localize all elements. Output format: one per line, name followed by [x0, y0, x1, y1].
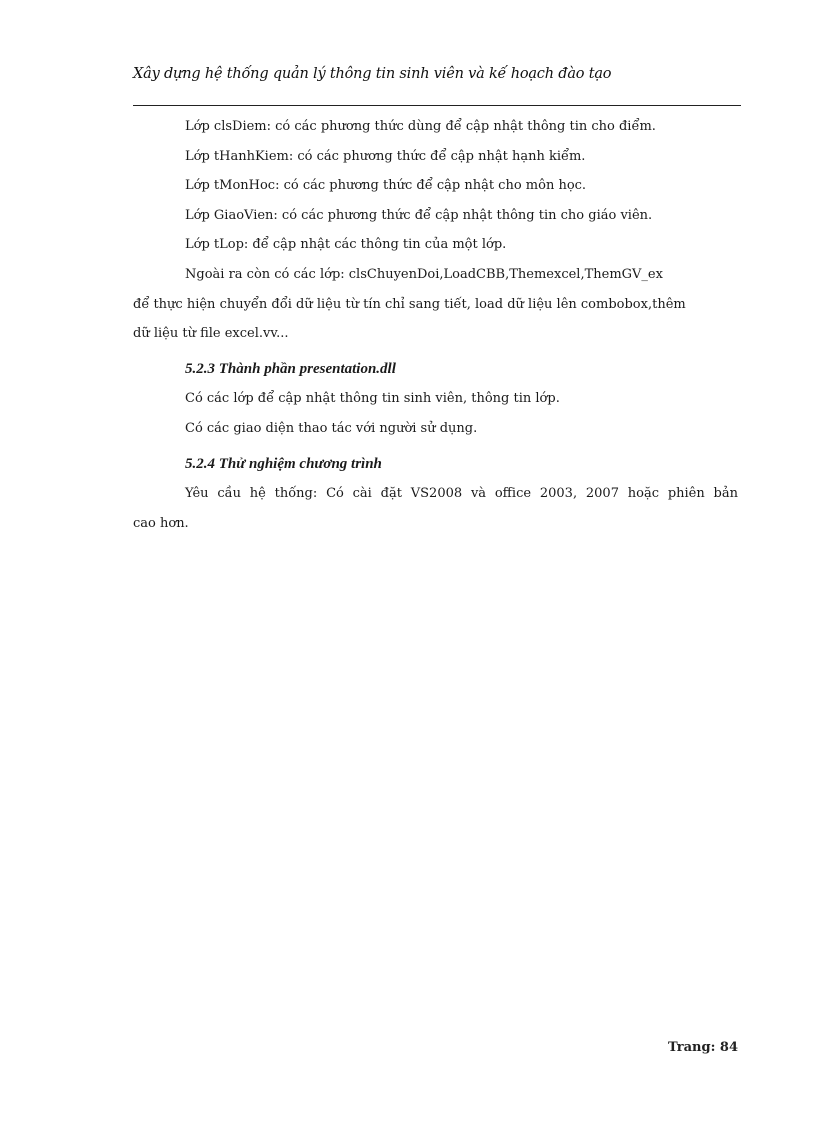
paragraph-system-requirements-line2: cao hơn. — [133, 515, 189, 531]
paragraph-other-classes-line1: Ngoài ra còn có các lớp: clsChuyenDoi,LoadCBB,Themexcel,ThemGV_ex — [185, 266, 663, 282]
paragraph-class-clsdiem: Lớp clsDiem: có các phương thức dùng để cập nhật thông tin cho điểm. — [185, 119, 656, 134]
paragraph-class-tmonhoc: Lớp tMonHoc: có các phương thức để cập nhật cho môn học. — [185, 178, 587, 194]
paragraph-class-thanhkiem: Lớp tHanhKiem: có các phương thức để cập nhật hạnh kiểm. — [185, 148, 586, 164]
page-number: Trang: 84 — [668, 1040, 738, 1055]
paragraph-class-giaovien: Lớp GiaoVien: có các phương thức để cập nhật thông tin cho giáo viên. — [185, 207, 653, 223]
running-header: Xây dựng hệ thống quản lý thông tin sinh viên và kế hoạch đào tạo — [133, 66, 612, 82]
paragraph-other-classes-line2: để thực hiện chuyển đổi dữ liệu từ tín chỉ sang tiết, load dữ liệu lên combobox,thêm — [133, 296, 686, 312]
paragraph-presentation-ui: Có các giao diện thao tác với người sử dụng. — [185, 420, 478, 436]
page-body — [133, 112, 738, 538]
section-heading-524: 5.2.4 Thử nghiệm chương trình — [185, 455, 382, 472]
paragraph-class-tlop: Lớp tLop: để cập nhật các thông tin của một lớp. — [185, 237, 507, 253]
header-rule — [133, 105, 741, 106]
paragraph-presentation-classes: Có các lớp để cập nhật thông tin sinh viên, thông tin lớp. — [185, 391, 560, 407]
paragraph-system-requirements-line1: Yêu cầu hệ thống: Có cài đặt VS2008 và office 2003, 2007 hoặc phiên bản — [185, 486, 738, 502]
paragraph-other-classes-line3: dữ liệu từ file excel.vv... — [133, 326, 289, 342]
section-heading-523: 5.2.3 Thành phần presentation.dll — [185, 360, 396, 377]
